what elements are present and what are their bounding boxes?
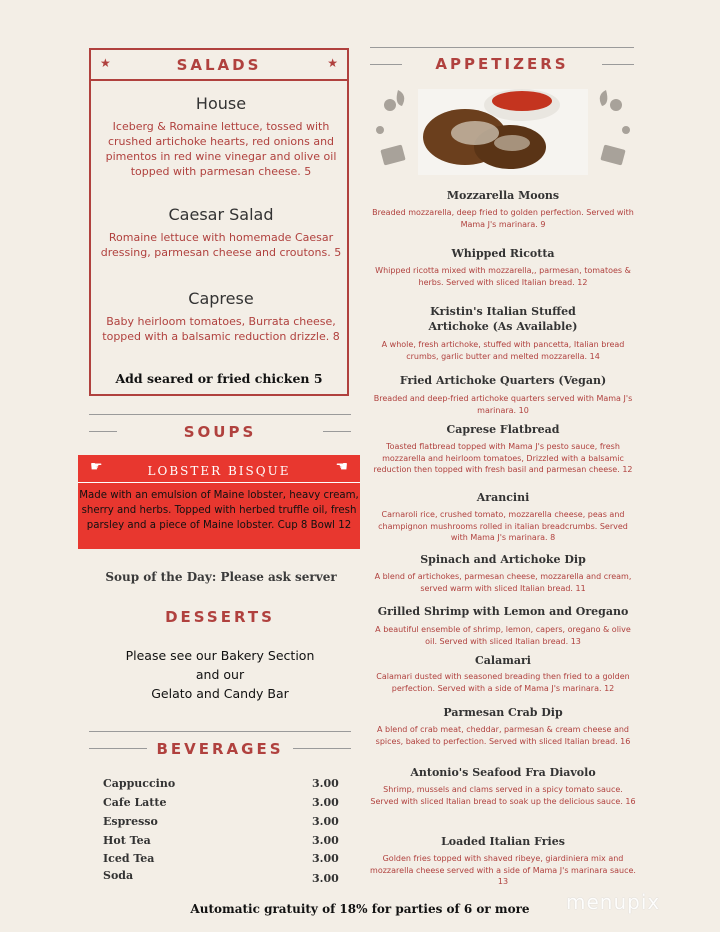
salad-desc: Romaine lettuce with homemade Caesar dressing, parmesan cheese and croutons. 5 (100, 231, 342, 259)
divider (370, 64, 402, 65)
lobster-bisque-feature (78, 455, 360, 549)
beverage-price: 3.00 (312, 777, 339, 790)
salads-title: SALADS (176, 56, 262, 74)
salad-desc: Iceberg & Romaine lettuce, tossed with crushed artichoke hearts, red onions and pimentos in red wine vinegar and olive oil topped with parmesan cheese. 5 (105, 120, 337, 178)
divider (293, 748, 351, 749)
appetizer-name: Spinach and Artichoke Dip (420, 553, 586, 566)
divider (89, 431, 117, 432)
hand-pointing-right-icon: ☛ (90, 460, 103, 475)
divider (602, 64, 634, 65)
appetizer-name: Kristin's Italian Stuffed Artichoke (As Available) (428, 305, 578, 333)
beverage-price: 3.00 (312, 852, 339, 865)
salads-section (89, 48, 349, 396)
divider (370, 47, 634, 48)
appetizer-name: Caprese Flatbread (446, 423, 560, 436)
salad-name: Caprese (188, 289, 254, 308)
appetizer-name: Grilled Shrimp with Lemon and Oregano (377, 605, 629, 618)
appetizer-name: Parmesan Crab Dip (443, 706, 563, 719)
beverage-name: Espresso (103, 815, 158, 828)
beverage-price: 3.00 (312, 872, 339, 885)
appetizer-desc: Golden fries topped with shaved ribeye, giardiniera mix and mozzarella cheese served with a side of Mama J's marinara sauce. 13 (370, 854, 636, 886)
parmesan-topping (451, 121, 499, 145)
lobster-bisque-title: LOBSTER BISQUE (147, 464, 291, 478)
salad-desc: Baby heirloom tomatoes, Burrata cheese, topped with a balsamic reduction drizzle. 8 (102, 315, 340, 343)
beverage-name: Cappuccino (103, 777, 176, 790)
marinara-sauce (492, 91, 552, 111)
star-icon: ★ (327, 56, 338, 70)
beverage-name: Hot Tea (103, 834, 151, 847)
appetizer-desc: Carnaroli rice, crushed tomato, mozzarella cheese, peas and champignon mushrooms rolled in italian breadcrumbs. Served with Mama J's marinara. 8 (378, 510, 628, 542)
star-icon: ★ (100, 56, 111, 70)
appetizer-name: Fried Artichoke Quarters (Vegan) (399, 374, 607, 387)
appetizer-desc: A beautiful ensemble of shrimp, lemon, capers, oregano & olive oil. Served with sliced Italian bread. 13 (375, 625, 631, 646)
desserts-note (89, 646, 351, 703)
desserts-title: DESSERTS (165, 608, 275, 626)
beverage-price: 3.00 (312, 815, 339, 828)
beverage-name: Iced Tea (103, 852, 155, 865)
beverages-title: BEVERAGES (156, 740, 284, 758)
salad-name: House (195, 94, 247, 113)
divider (91, 79, 347, 81)
hand-pointing-left-icon: ☚ (335, 460, 348, 475)
gratuity-note: Automatic gratuity of 18% for parties of 6 or more (190, 902, 530, 916)
beverage-name: Soda (103, 869, 134, 882)
beverage-price: 3.00 (312, 834, 339, 847)
appetizer-desc: Breaded mozzarella, deep fried to golden perfection. Served with Mama J's marinara. 9 (372, 208, 634, 229)
appetizer-desc: Breaded and deep-fried artichoke quarters served with Mama J's marinara. 10 (373, 394, 633, 415)
appetizer-desc: Shrimp, mussels and clams served in a spicy tomato sauce. Served with sliced Italian bread to soak up the delicious sauce. 16 (370, 785, 636, 806)
appetizer-desc: A blend of artichokes, parmesan cheese, mozzarella and cream, served warm with sliced Italian bread. 11 (374, 572, 632, 593)
salad-name: Caesar Salad (168, 205, 274, 224)
soup-of-day: Soup of the Day: Please ask server (105, 570, 337, 584)
appetizer-name: Whipped Ricotta (451, 247, 555, 260)
appetizer-desc: A blend of crab meat, cheddar, parmesan & cream cheese and spices, baked to perfection. Served with sliced Italian bread. 16 (375, 725, 631, 746)
lobster-bisque-desc: Made with an emulsion of Maine lobster, heavy cream, sherry and herbs. Topped with herbed truffle oil, fresh parsley and a piece of Maine lobster. Cup 8 Bowl 12 (79, 490, 359, 531)
appetizer-name: Calamari (475, 654, 531, 667)
appetizer-photo (370, 85, 636, 185)
divider (89, 731, 351, 732)
appetizer-desc: Whipped ricotta mixed with mozzarella,, parmesan, tomatoes & herbs. Served with sliced Italian bread. 12 (375, 266, 631, 287)
desserts-line: Gelato and Candy Bar (151, 686, 289, 701)
desserts-line: Please see our Bakery Section (125, 648, 315, 663)
menupix-watermark: menupix (566, 890, 661, 914)
appetizer-desc: Calamari dusted with seasoned breading then fried to a golden perfection. Served with a side of Mama J's marinara. 12 (376, 672, 630, 693)
divider (89, 748, 147, 749)
appetizer-name: Mozzarella Moons (446, 189, 560, 202)
appetizer-desc: A whole, fresh artichoke, stuffed with pancetta, Italian bread crumbs, garlic butter and melted mozzarella. 14 (381, 340, 625, 361)
beverage-price: 3.00 (312, 796, 339, 809)
soups-title: SOUPS (183, 423, 257, 441)
appetizer-name: Loaded Italian Fries (441, 835, 565, 848)
divider (89, 414, 351, 415)
desserts-line: and our (195, 667, 245, 682)
appetizer-desc: Toasted flatbread topped with Mama J's pesto sauce, fresh mozzarella and heirloom tomatoes, Drizzled with a balsamic reduction then topped with fresh basil and parmesan cheese. 12 (373, 442, 633, 474)
divider (78, 482, 360, 483)
divider (323, 431, 351, 432)
parmesan-topping (494, 135, 530, 151)
beverage-name: Cafe Latte (103, 796, 167, 809)
appetizers-title: APPETIZERS (435, 55, 569, 73)
appetizer-name: Antonio's Seafood Fra Diavolo (410, 766, 596, 779)
chicken-addon: Add seared or fried chicken 5 (115, 371, 323, 386)
appetizer-name: Arancini (476, 491, 530, 504)
